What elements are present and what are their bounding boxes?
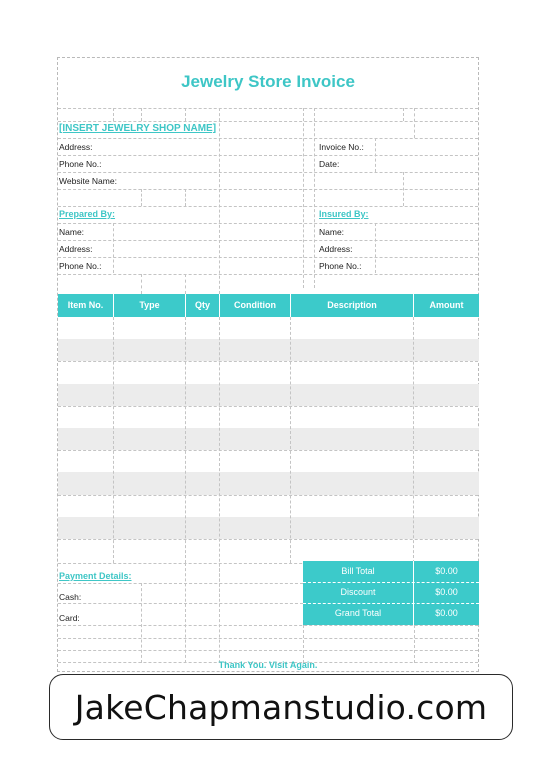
- grid-line: [413, 317, 414, 563]
- column-header-amount[interactable]: Amount: [429, 300, 464, 310]
- watermark-banner: [49, 674, 513, 740]
- invoice-title: Jewelry Store Invoice: [181, 72, 355, 91]
- grid-line: [58, 108, 478, 109]
- grid-line: [58, 603, 303, 604]
- grid-line: [113, 108, 114, 121]
- prepared-phone-label: Phone No.:: [59, 261, 102, 271]
- discount-value[interactable]: $0.00: [435, 587, 458, 597]
- column-header-description[interactable]: Description: [291, 294, 414, 317]
- grid-line: [58, 583, 303, 584]
- grid-line: [290, 317, 291, 563]
- grid-line: [141, 108, 142, 121]
- grid-line: [58, 172, 478, 173]
- watermark-text: JakeChapmanstudio.com: [74, 687, 488, 727]
- grid-line: [403, 108, 404, 121]
- table-row[interactable]: [58, 450, 479, 472]
- grid-line: [185, 317, 186, 563]
- grid-line: [58, 650, 478, 651]
- thank-you-message: Thank You. Visit Again.: [218, 660, 318, 670]
- grid-line: [414, 108, 415, 138]
- prepared-address-label: Address:: [59, 244, 93, 254]
- grid-line: [58, 257, 478, 258]
- grid-line: [58, 155, 478, 156]
- prepared-name-label: Name:: [59, 227, 85, 237]
- table-row[interactable]: [58, 406, 479, 428]
- grid-line: [219, 240, 220, 294]
- shop-name[interactable]: [INSERT JEWELRY SHOP NAME]: [59, 123, 217, 134]
- insured-by-heading: Insured By:: [319, 209, 369, 219]
- grid-line: [219, 563, 220, 663]
- grand-total-label: Grand Total: [334, 608, 382, 618]
- grid-line: [58, 539, 478, 540]
- table-row[interactable]: [58, 428, 479, 450]
- grid-line: [375, 138, 376, 172]
- grid-line: [314, 108, 315, 288]
- grid-line: [58, 138, 478, 139]
- table-row[interactable]: [58, 339, 479, 361]
- items-table-header: [58, 294, 479, 317]
- invoice-sheet: [57, 57, 479, 672]
- cash-label: Cash:: [59, 592, 82, 602]
- grid-line: [185, 189, 186, 206]
- grid-line: [185, 563, 186, 663]
- payment-details-heading: Payment Details:: [59, 571, 132, 581]
- bill-total-value[interactable]: $0.00: [435, 566, 458, 576]
- grid-line: [58, 240, 478, 241]
- table-row[interactable]: [58, 517, 479, 539]
- shop-phone-label: Phone No.:: [59, 159, 102, 169]
- grid-line: [58, 189, 478, 190]
- grid-line: [58, 274, 478, 275]
- grid-line: [58, 638, 478, 639]
- table-row[interactable]: [58, 472, 479, 494]
- grid-line: [403, 172, 404, 206]
- grid-line: [219, 108, 220, 238]
- discount-label: Discount: [340, 587, 376, 597]
- grid-line: [185, 108, 186, 121]
- table-row[interactable]: [58, 384, 479, 406]
- grid-line: [141, 189, 142, 206]
- date-label: Date:: [319, 159, 340, 169]
- grid-line: [58, 121, 478, 122]
- grand-total-value[interactable]: $0.00: [435, 608, 458, 618]
- grid-line: [303, 625, 304, 663]
- grid-line: [185, 274, 186, 294]
- grid-line: [141, 583, 142, 663]
- insured-phone-label: Phone No.:: [319, 261, 362, 271]
- column-header-item-no[interactable]: Item No.: [58, 294, 114, 317]
- table-row[interactable]: [58, 361, 479, 383]
- insured-name-label: Name:: [319, 227, 345, 237]
- grid-line: [113, 317, 114, 563]
- discount-row: [303, 582, 479, 603]
- grid-line: [303, 108, 304, 288]
- grid-line: [58, 206, 478, 207]
- grid-line: [414, 625, 415, 663]
- totals-box: [303, 561, 479, 625]
- grid-line: [113, 223, 114, 273]
- grid-line: [58, 223, 478, 224]
- insured-address-label: Address:: [319, 244, 353, 254]
- column-header-type[interactable]: Type: [114, 294, 186, 317]
- grid-line: [375, 223, 376, 273]
- grid-line: [58, 625, 478, 626]
- bill-total-label: Bill Total: [341, 566, 375, 576]
- shop-address-label: Address:: [59, 142, 93, 152]
- grand-total-row: [303, 603, 479, 624]
- invoice-no-label: Invoice No.:: [319, 142, 364, 152]
- prepared-by-heading: Prepared By:: [59, 209, 116, 219]
- grid-line: [141, 274, 142, 294]
- table-row[interactable]: [58, 317, 479, 339]
- column-header-qty[interactable]: Qty: [186, 294, 220, 317]
- table-row[interactable]: [58, 495, 479, 517]
- card-label: Card:: [59, 613, 80, 623]
- column-header-condition[interactable]: Condition: [220, 294, 291, 317]
- grid-line: [219, 317, 220, 597]
- shop-website-label: Website Name:: [59, 176, 117, 186]
- bill-total-row: [303, 561, 479, 582]
